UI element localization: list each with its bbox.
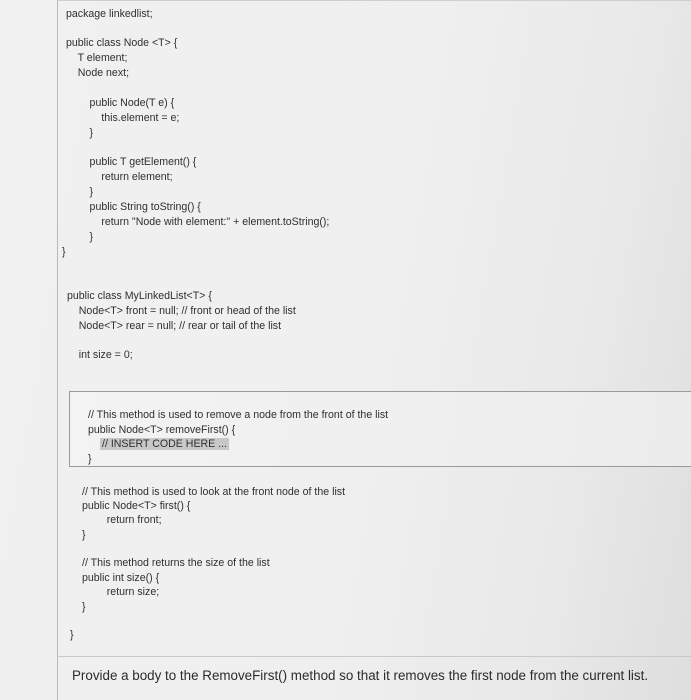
code-line: return "Node with element:" + element.toString();: [66, 216, 330, 228]
code-line: public int size() {: [82, 572, 160, 584]
code-line: T element;: [66, 52, 128, 64]
code-line: }: [82, 601, 86, 613]
placeholder-text: // INSERT CODE HERE ...: [102, 438, 227, 450]
code-line: return element;: [66, 171, 173, 183]
code-line: public Node(T e) {: [66, 97, 175, 109]
insert-code-placeholder[interactable]: [100, 437, 229, 452]
code-line: Node<T> rear = null; // rear or tail of the list: [67, 320, 282, 332]
code-line: public class MyLinkedList<T> {: [67, 290, 212, 302]
code-line: }: [66, 186, 94, 198]
class-close-brace: }: [70, 629, 74, 641]
code-line: public Node<T> first() {: [82, 500, 191, 512]
code-line: this.element = e;: [66, 112, 180, 124]
remove-first-close: }: [88, 453, 92, 465]
code-line: Node<T> front = null; // front or head of the list: [67, 305, 296, 317]
code-line: }: [62, 246, 66, 258]
code-line: }: [66, 127, 94, 139]
code-line: // This method returns the size of the list: [82, 557, 270, 569]
package-line: package linkedlist;: [66, 8, 153, 20]
code-line: // This method is used to look at the front node of the list: [82, 486, 346, 498]
code-line: Node next;: [66, 67, 130, 79]
code-line: public class Node <T> {: [66, 37, 178, 49]
code-line: }: [82, 529, 86, 541]
code-line: int size = 0;: [67, 349, 133, 361]
question-divider: [57, 656, 691, 657]
code-line: return front;: [95, 514, 162, 526]
remove-first-comment: // This method is used to remove a node from the front of the list: [88, 409, 389, 421]
remove-first-signature: public Node<T> removeFirst() {: [88, 424, 236, 436]
code-line: public T getElement() {: [66, 156, 197, 168]
code-line: }: [66, 231, 94, 243]
question-text: Provide a body to the RemoveFirst() method so that it removes the first node from the current list.: [72, 668, 649, 683]
code-line: return size;: [95, 586, 160, 598]
code-line: public String toString() {: [66, 201, 201, 213]
